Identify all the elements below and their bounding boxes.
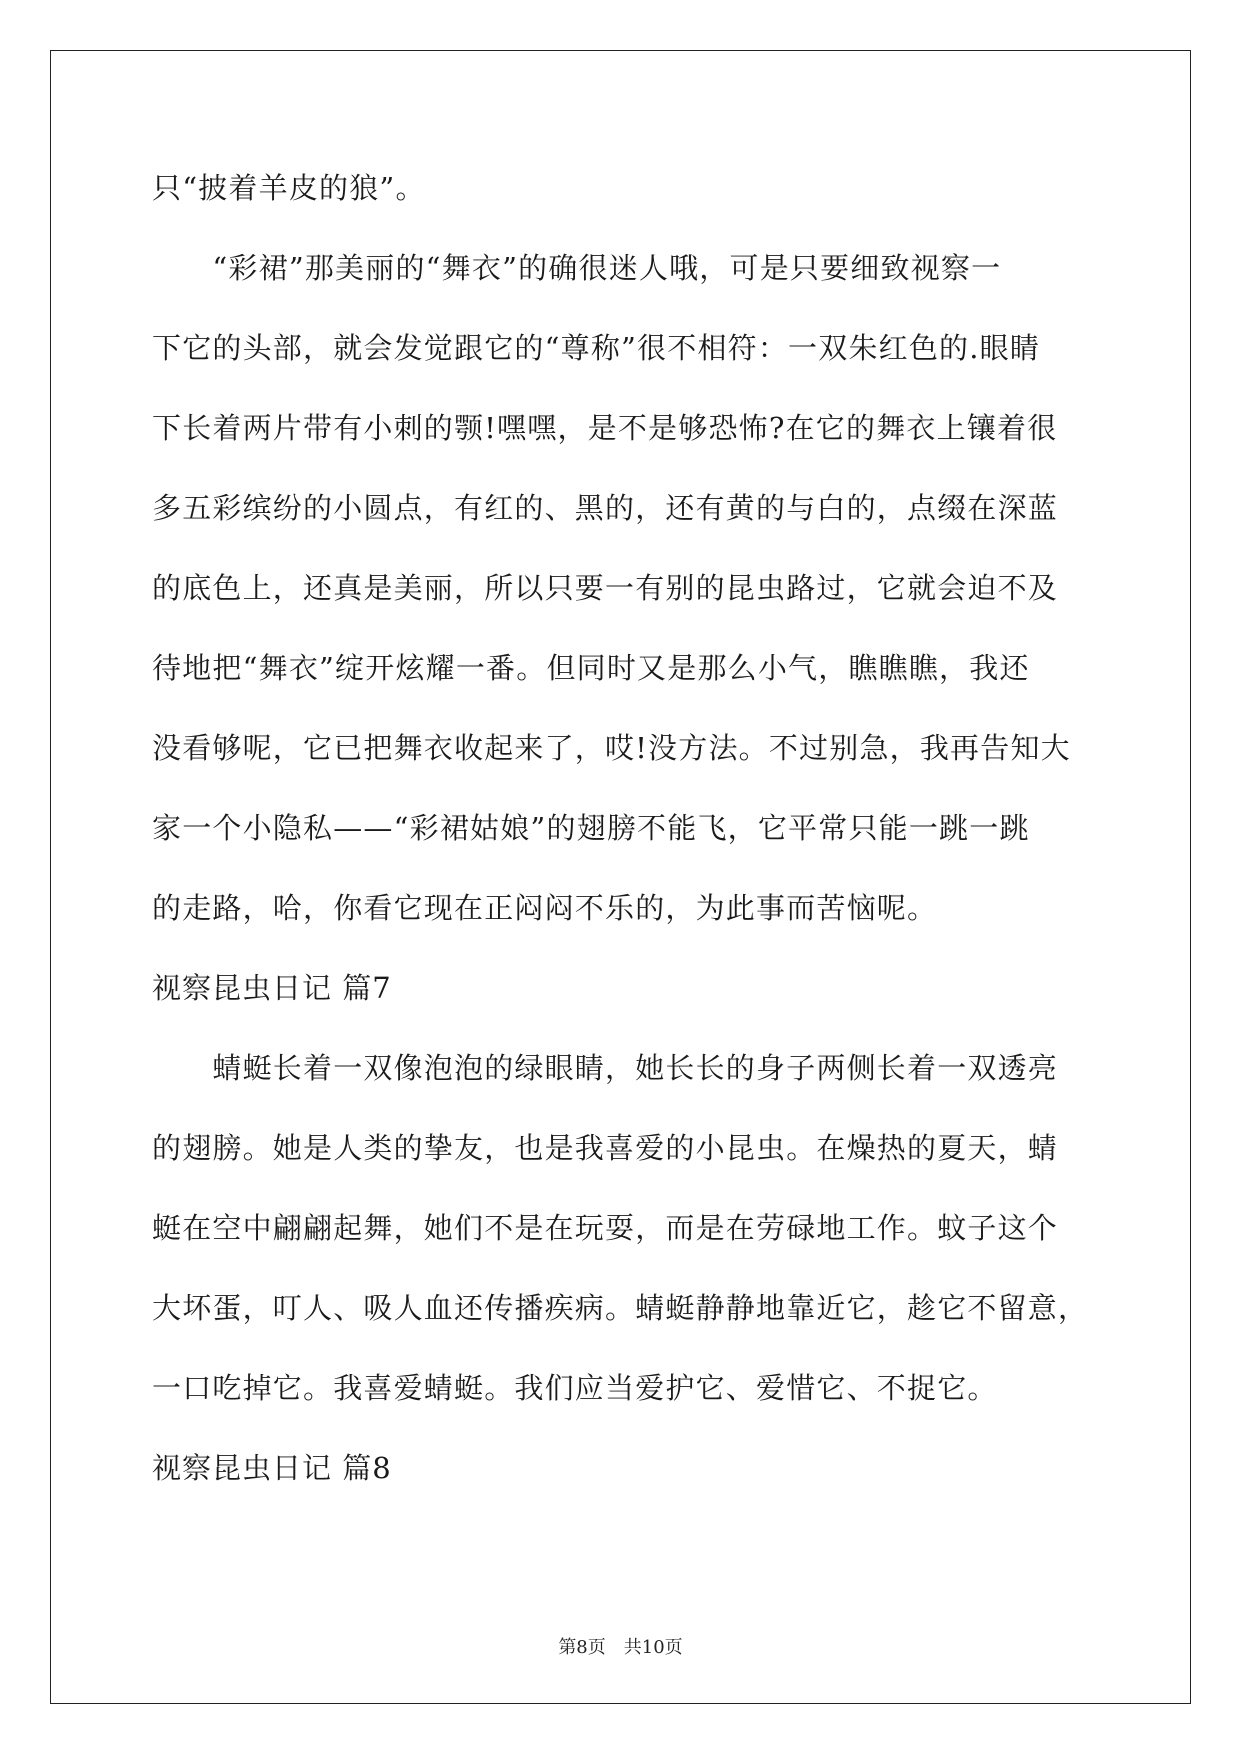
text-line: 没看够呢，它已把舞衣收起来了，哎!没方法。不过别急，我再告知大 [152,731,1071,765]
text-line: 下长着两片带有小刺的颚!嘿嘿，是不是够恐怖?在它的舞衣上镶着很 [152,411,1058,445]
text-line: 的翅膀。她是人类的挚友，也是我喜爱的小昆虫。在燥热的夏天，蜻 [152,1131,1059,1165]
text-line: 下它的头部，就会发觉跟它的“尊称”很不相符：一双朱红色的.眼睛 [152,331,1041,365]
text-line: 大坏蛋，叮人、吸人血还传播疾病。蜻蜓静静地靠近它，趁它不留意， [152,1291,1089,1325]
text-line: “彩裙”那美丽的“舞衣”的确很迷人哦，可是只要细致视察一 [152,251,1002,285]
text-line: 只“披着羊皮的狼”。 [152,171,426,205]
page-number: 第8页 共10页 [558,1637,683,1658]
section-heading: 视察昆虫日记 篇7 [152,971,392,1005]
text-line: 的走路，哈，你看它现在正闷闷不乐的，为此事而苦恼呢。 [152,891,938,925]
section-heading: 视察昆虫日记 篇8 [152,1451,392,1485]
text-line: 一口吃掉它。我喜爱蜻蜓。我们应当爱护它、爱惜它、不捉它。 [152,1371,998,1405]
text-line: 蜓在空中翩翩起舞，她们不是在玩耍，而是在劳碌地工作。蚊子这个 [152,1211,1059,1245]
text-line: 多五彩缤纷的小圆点，有红的、黑的，还有黄的与白的，点缀在深蓝 [152,491,1059,525]
text-line: 家一个小隐私——“彩裙姑娘”的翅膀不能飞，它平常只能一跳一跳 [152,811,1030,845]
text-line: 的底色上，还真是美丽，所以只要一有别的昆虫路过，它就会迫不及 [152,571,1059,605]
text-line: 蜻蜓长着一双像泡泡的绿眼睛，她长长的身子两侧长着一双透亮 [152,1051,1059,1085]
text-line: 待地把“舞衣”绽开炫耀一番。但同时又是那么小气，瞧瞧瞧，我还 [152,651,1030,685]
